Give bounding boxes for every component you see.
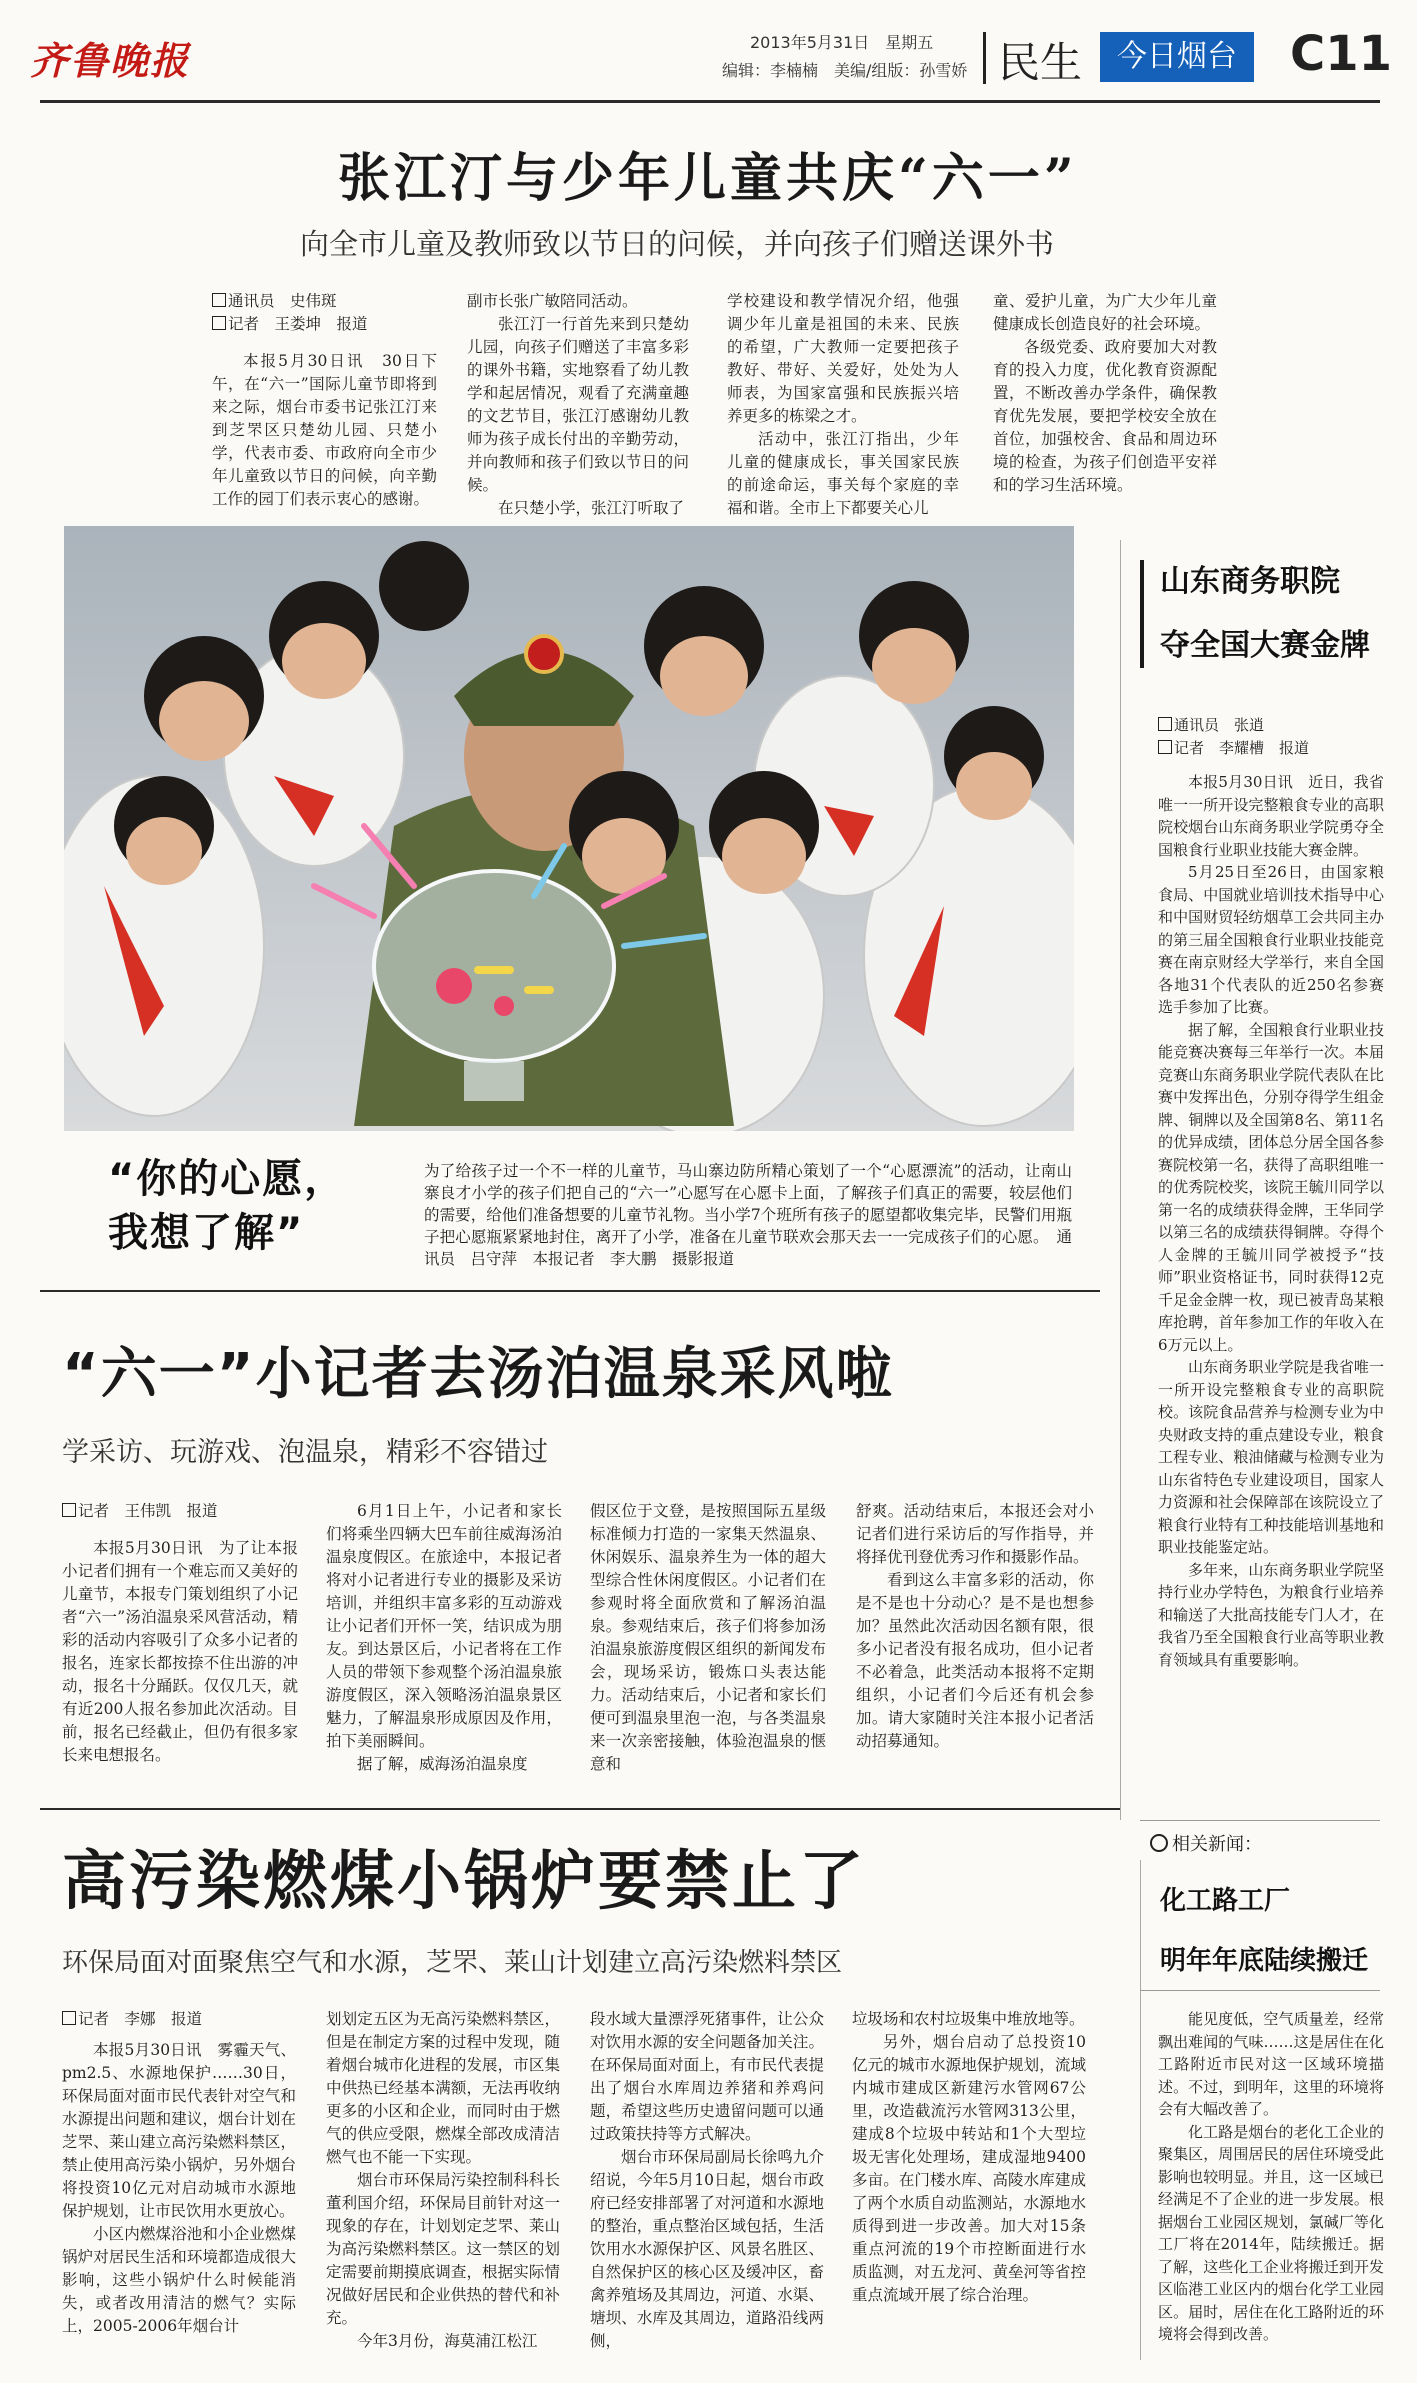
article1-column-3 (727, 290, 959, 520)
sidebar2-para: 能见度低，空气质量差，经常飘出难闻的气味……这是居住在化工路附近市民对这一区域环境描述。不过，到明年，这里的环境将会有大幅改善了。 (1158, 2010, 1384, 2118)
sidebar2-body (1158, 2008, 1384, 2346)
article1-para: 副市长张广敏陪同活动。 (467, 292, 638, 310)
section-rule (40, 1290, 1100, 1292)
box-icon (1158, 740, 1172, 754)
article2-para: 本报5月30日讯 为了让本报小记者们拥有一个难忘而又美好的儿童节，本报专门策划组织了小记者“六一”汤泊温泉采风营活动，精彩的活动内容吸引了众多小记者的报名，连家长都按捺不住出游的冲动，报名十分踊跃。仅仅几天，就有近200人报名参加此次活动。目前，报名已经截止，但仍有很多家长来电想报名。 (62, 1539, 298, 1764)
photo-caption-title (108, 1152, 346, 1260)
article2-para: 看到这么丰富多彩的活动，你是不是也十分动心？是不是也想参加？虽然此次活动因名额有限，很多小记者没有报名成功，但小记者不必着急，此类活动本报将不定期组织，小记者们今后还有机会参加。请大家随时关注本报小记者活动招募通知。 (856, 1571, 1094, 1750)
article2-column-2 (326, 1500, 562, 1776)
sidebar1-title-bar (1140, 560, 1144, 668)
article1-byline-2: 记者 王娄坤 报道 (228, 315, 368, 333)
article3-column-3 (590, 2008, 824, 2353)
article1-column-2 (467, 290, 689, 520)
sidebar-divider (1120, 540, 1121, 1820)
article1-para: 张江汀一行首先来到只楚幼儿园，向孩子们赠送了丰富多彩的课外书籍，实地察看了幼儿教学和起居情况，观看了充满童趣的文艺节目，张江汀感谢幼儿教师为孩子成长付出的辛勤劳动，并向教师和孩子们致以节日的问候。 (467, 315, 689, 494)
section-badge: 今日烟台 (1100, 32, 1254, 82)
article2-byline: 记者 王伟凯 报道 (78, 1502, 218, 1520)
box-icon (1158, 717, 1172, 731)
editor-credits: 编辑：李楠楠 美编/组版：孙雪娇 (722, 61, 968, 80)
article3-para: 垃圾场和农村垃圾集中堆放地等。 (852, 2010, 1085, 2028)
sidebar1-para: 5月25日至26日，由国家粮食局、中国就业培训技术指导中心和中国财贸轻纺烟草工会共同主办的第三届全国粮食行业职业技能竞赛在南京财经大学举行，来自全国各地31个代表队的近250名参赛选手参加了比赛。 (1158, 863, 1384, 1016)
photo-caption-title-line-2: 我想了解” (108, 1210, 305, 1256)
sidebar1-para: 多年来，山东商务职业学院坚持行业办学特色，为粮食行业培养和输送了大批高技能专门人才，在我省乃至全国粮食行业高等职业教育领域具有重要影响。 (1158, 1560, 1384, 1669)
sidebar2-divider (1140, 1860, 1141, 2360)
page-number: C11 (1290, 26, 1393, 82)
article2-para: 舒爽。活动结束后，本报还会对小记者们进行采访后的写作指导，并将择优刊登优秀习作和摄影作品。 (856, 1502, 1094, 1566)
sidebar2-title-line-1: 化工路工厂 (1160, 1886, 1291, 1916)
article3-para: 另外，烟台启动了总投资10亿元的城市水源地保护规划，流域内城市建成区新建污水管网67公里，改造截流污水管网313公里，建成8个垃圾中转站和1个大型垃圾无害化处理场，建成湿地9400多亩。在门楼水库、高陵水库建成了两个水质自动监测站，水源地水质得到进一步改善。加大对15条重点河流的19个市控断面进行水质监测，对五龙河、黄垒河等省控重点流域开展了综合治理。 (852, 2033, 1086, 2304)
article1-para: 活动中，张江汀指出，少年儿童的健康成长，事关国家民族的前途命运，事关每个家庭的幸福和谐。全市上下都要关心儿 (727, 430, 959, 517)
related-news-label (1150, 1830, 1262, 1856)
section-rule (40, 1808, 1120, 1810)
article1-para: 本报5月30日讯 30日下午，在“六一”国际儿童节即将到来之际，烟台市委书记张江汀来到芝罘区只楚幼儿园、只楚小学，代表市委、市政府向全市少年儿童致以节日的问候，向辛勤工作的园丁们表示衷心的感谢。 (212, 352, 437, 508)
article2-para: 据了解，威海汤泊温泉度 (357, 1755, 528, 1773)
article1-para: 在只楚小学，张江汀听取了 (498, 499, 685, 517)
sidebar2-title-line-2: 明年年底陆续搬迁 (1160, 1946, 1369, 1976)
article1-subtitle: 向全市儿童及教师致以节日的问候，并向孩子们赠送课外书 (300, 227, 1055, 261)
article2-column-1 (62, 1500, 298, 1767)
issue-date: 2013年5月31日 星期五 (750, 33, 934, 52)
article3-para: 本报5月30日讯 雾霾天气、pm2.5、水源地保护……30日，环保局面对面市民代表针对空气和水源提出问题和建议，烟台计划在芝罘、莱山建立高污染燃料禁区，禁止使用高污染小锅炉，另外烟台将投资10亿元对启动城市水源地保护规划，让市民饮用水更放心。 (62, 2041, 296, 2220)
sidebar1-body (1158, 714, 1384, 1671)
section-name: 民生 (998, 38, 1083, 87)
sidebar1-para: 山东商务职业学院是我省唯一一所开设完整粮食专业的高职院校。该院食品营养与检测专业为中央财政支持的重点建设专业，粮食工程专业、粮油储藏与检测专业为山东省特色专业建设项目，国家人力资源和社会保障部在该院设立了粮食行业特有工种技能培训基地和职业技能鉴定站。 (1158, 1358, 1384, 1556)
photo-caption-text: 为了给孩子过一个不一样的儿童节，马山寨边防所精心策划了一个“心愿漂流”的活动，让南山寨良才小学的孩子们把自己的“六一”心愿写在心愿卡上面，了解孩子们真正的需要，较层他们的需要，给他们准备想要的儿童节礼物。当小学7个班所有孩子的愿望都收集完毕，民警们用瓶子把心愿瓶紧紧地封住，离开了小学，准备在儿童节联欢会那天去一一完成孩子们的心愿。 通讯员 吕守萍 本报记者 李大鹏 摄影报道 (424, 1162, 1072, 1268)
header-divider (983, 32, 986, 84)
article2-column-4 (856, 1500, 1094, 1753)
article3-para: 划划定五区为无高污染燃料禁区，但是在制定方案的过程中发现，随着烟台城市化进程的发展，市区集中供热已经基本满额，无法再收纳更多的小区和企业，而同时由于燃气的供应受限，燃煤全部改成清洁燃气也不能一下实现。 (326, 2010, 560, 2166)
article1-title: 张江汀与少年儿童共庆“六一” (338, 148, 1078, 209)
box-icon (212, 316, 226, 330)
article3-column-2 (326, 2008, 560, 2353)
article3-column-4 (852, 2008, 1086, 2307)
article1-para: 学校建设和教学情况介绍，他强调少年儿童是祖国的未来、民族的希望，广大教师一定要把孩子教好、带好、关爱好，处处为人师表，为国家富强和民族振兴培养更多的栋梁之才。 (727, 292, 959, 425)
article3-title: 高污染燃煤小锅炉要禁止了 (62, 1845, 866, 1919)
sidebar1-para: 据了解，全国粮食行业职业技能竞赛决赛每三年举行一次。本届竞赛山东商务职业学院代表队在比赛中发挥出色，分别夺得学生组金牌、铜牌以及全国第8名、第11名的优异成绩，团体总分居全国各参赛院校第一名，获得了高职组唯一的优秀院校奖，该院王毓川同学以第一名的成绩获得金牌，王华同学以第三名的成绩获得铜牌。夺得个人金牌的王毓川同学被授予“技师”职业资格证书，同时获得12克千足金金牌一枚，现已被青岛某粮库抢聘，首年参加工作的年收入在6万元以上。 (1158, 1020, 1384, 1354)
article1-byline-1: 通讯员 史伟斑 (228, 292, 337, 310)
article3-para: 段水域大量漂浮死猪事件，让公众对饮用水源的安全问题备加关注。在环保局面对面上，有市民代表提出了烟台水库周边养猪和养鸡问题，希望这些历史遗留问题可以通过政策扶持等方式解决。 (590, 2010, 824, 2143)
newspaper-logo: 齐鲁晚报 (30, 38, 191, 83)
box-icon (62, 2011, 76, 2025)
related-news-text: 相关新闻： (1172, 1834, 1262, 1855)
sidebar1-title-line-1: 山东商务职院 (1160, 564, 1340, 599)
sidebar2-title-rule (1140, 1990, 1380, 1991)
children-photo-illustration (64, 526, 1074, 1131)
article3-para: 小区内燃煤浴池和小企业燃煤锅炉对居民生活和环境都造成很大影响，这些小锅炉什么时候能消失，或者改用清洁的燃气？实际上，2005-2006年烟台计 (62, 2225, 296, 2335)
article2-subtitle: 学采访、玩游戏、泡温泉，精彩不容错过 (62, 1437, 548, 1468)
article3-para: 烟台市环保局污染控制科科长董利国介绍，环保局目前针对这一现象的存在，计划划定芝罘、莱山为高污染燃料禁区。这一禁区的划定需要前期摸底调查，根据实际情况做好居民和企业供热的替代和补充。 (326, 2171, 560, 2327)
article3-para: 今年3月份，海莫浦江松江 (357, 2332, 538, 2350)
article3-byline: 记者 李娜 报道 (78, 2010, 203, 2028)
article3-column-1 (62, 2008, 296, 2338)
article1-para: 各级党委、政府要加大对教育的投入力度，优化教育资源配置，不断改善办学条件，确保教育优先发展，要把学校安全放在首位，加强校舍、食品和周边环境的检查，为孩子们创造平安祥和的学习生活环境。 (993, 338, 1217, 494)
sidebar1-byline-2: 记者 李耀槽 报道 (1174, 738, 1310, 757)
article1-column-4 (993, 290, 1217, 497)
news-photo (64, 526, 1074, 1131)
photo-caption-title-line-1: “你的心愿， (108, 1156, 347, 1202)
article2-title: “六一”小记者去汤泊温泉采风啦 (62, 1342, 894, 1407)
header-rule (40, 100, 1380, 103)
box-icon (212, 293, 226, 307)
article1-column-1 (212, 290, 437, 511)
article2-para: 6月1日上午，小记者和家长们将乘坐四辆大巴车前往威海汤泊温泉度假区。在旅途中，本报记者将对小记者进行专业的摄影及采访培训，并组织丰富多彩的互动游戏让小记者们开怀一笑，结识成为朋友。到达景区后，小记者将在工作人员的带领下参观整个汤泊温泉旅游度假区，深入领略汤泊温泉景区魅力，了解温泉形成原因及作用，拍下美丽瞬间。 (326, 1502, 562, 1750)
sidebar1-byline-1: 通讯员 张逍 (1174, 716, 1265, 734)
article2-column-3 (590, 1500, 826, 1776)
article3-subtitle: 环保局面对面聚焦空气和水源，芝罘、莱山计划建立高污染燃料禁区 (62, 1948, 843, 1978)
sidebar2-para: 化工路是烟台的老化工企业的聚集区，周围居民的居住环境受此影响也较明显。并且，这一区域已经满足不了企业的进一步发展。根据烟台工业园区规划，氯碱厂等化工厂将在2014年，陆续搬迁。据了解，这些化工企业将搬迁到开发区临港工业区内的烟台化学工业园区。届时，居住在化工路附近的环境将会得到改善。 (1158, 2122, 1384, 2343)
sidebar1-para: 本报5月30日讯 近日，我省唯一一所开设完整粮食专业的高职院校烟台山东商务职业学院勇夺全国粮食行业职业技能大赛金牌。 (1158, 773, 1384, 859)
article2-para: 假区位于文登，是按照国际五星级标准倾力打造的一家集天然温泉、休闲娱乐、温泉养生为一体的超大型综合性休闲度假区。小记者们在参观时将全面欣赏和了解汤泊温泉。参观结束后，孩子们将参加汤泊温泉旅游度假区组织的新闻发布会，现场采访，锻炼口头表达能力。活动结束后，小记者和家长们便可到温泉里泡一泡，与各类温泉来一次亲密接触，体验泡温泉的惬意和 (590, 1502, 826, 1773)
article1-para: 童、爱护儿童，为广大少年儿童健康成长创造良好的社会环境。 (993, 292, 1217, 333)
article3-para: 烟台市环保局副局长徐鸣九介绍说，今年5月10日起，烟台市政府已经安排部署了对河道和水源地的整治，重点整治区域包括，生活饮用水水源保护区、风景名胜区、自然保护区的核心区及缓冲区，畜禽养殖场及其周边，河道、水渠、塘坝、水库及其周边，道路沿线两侧， (590, 2148, 824, 2350)
sidebar1-title-line-2: 夺全国大赛金牌 (1160, 628, 1370, 663)
sidebar2-rule (1140, 1820, 1380, 1821)
circle-bullet-icon (1150, 1834, 1168, 1852)
box-icon (62, 1503, 76, 1517)
